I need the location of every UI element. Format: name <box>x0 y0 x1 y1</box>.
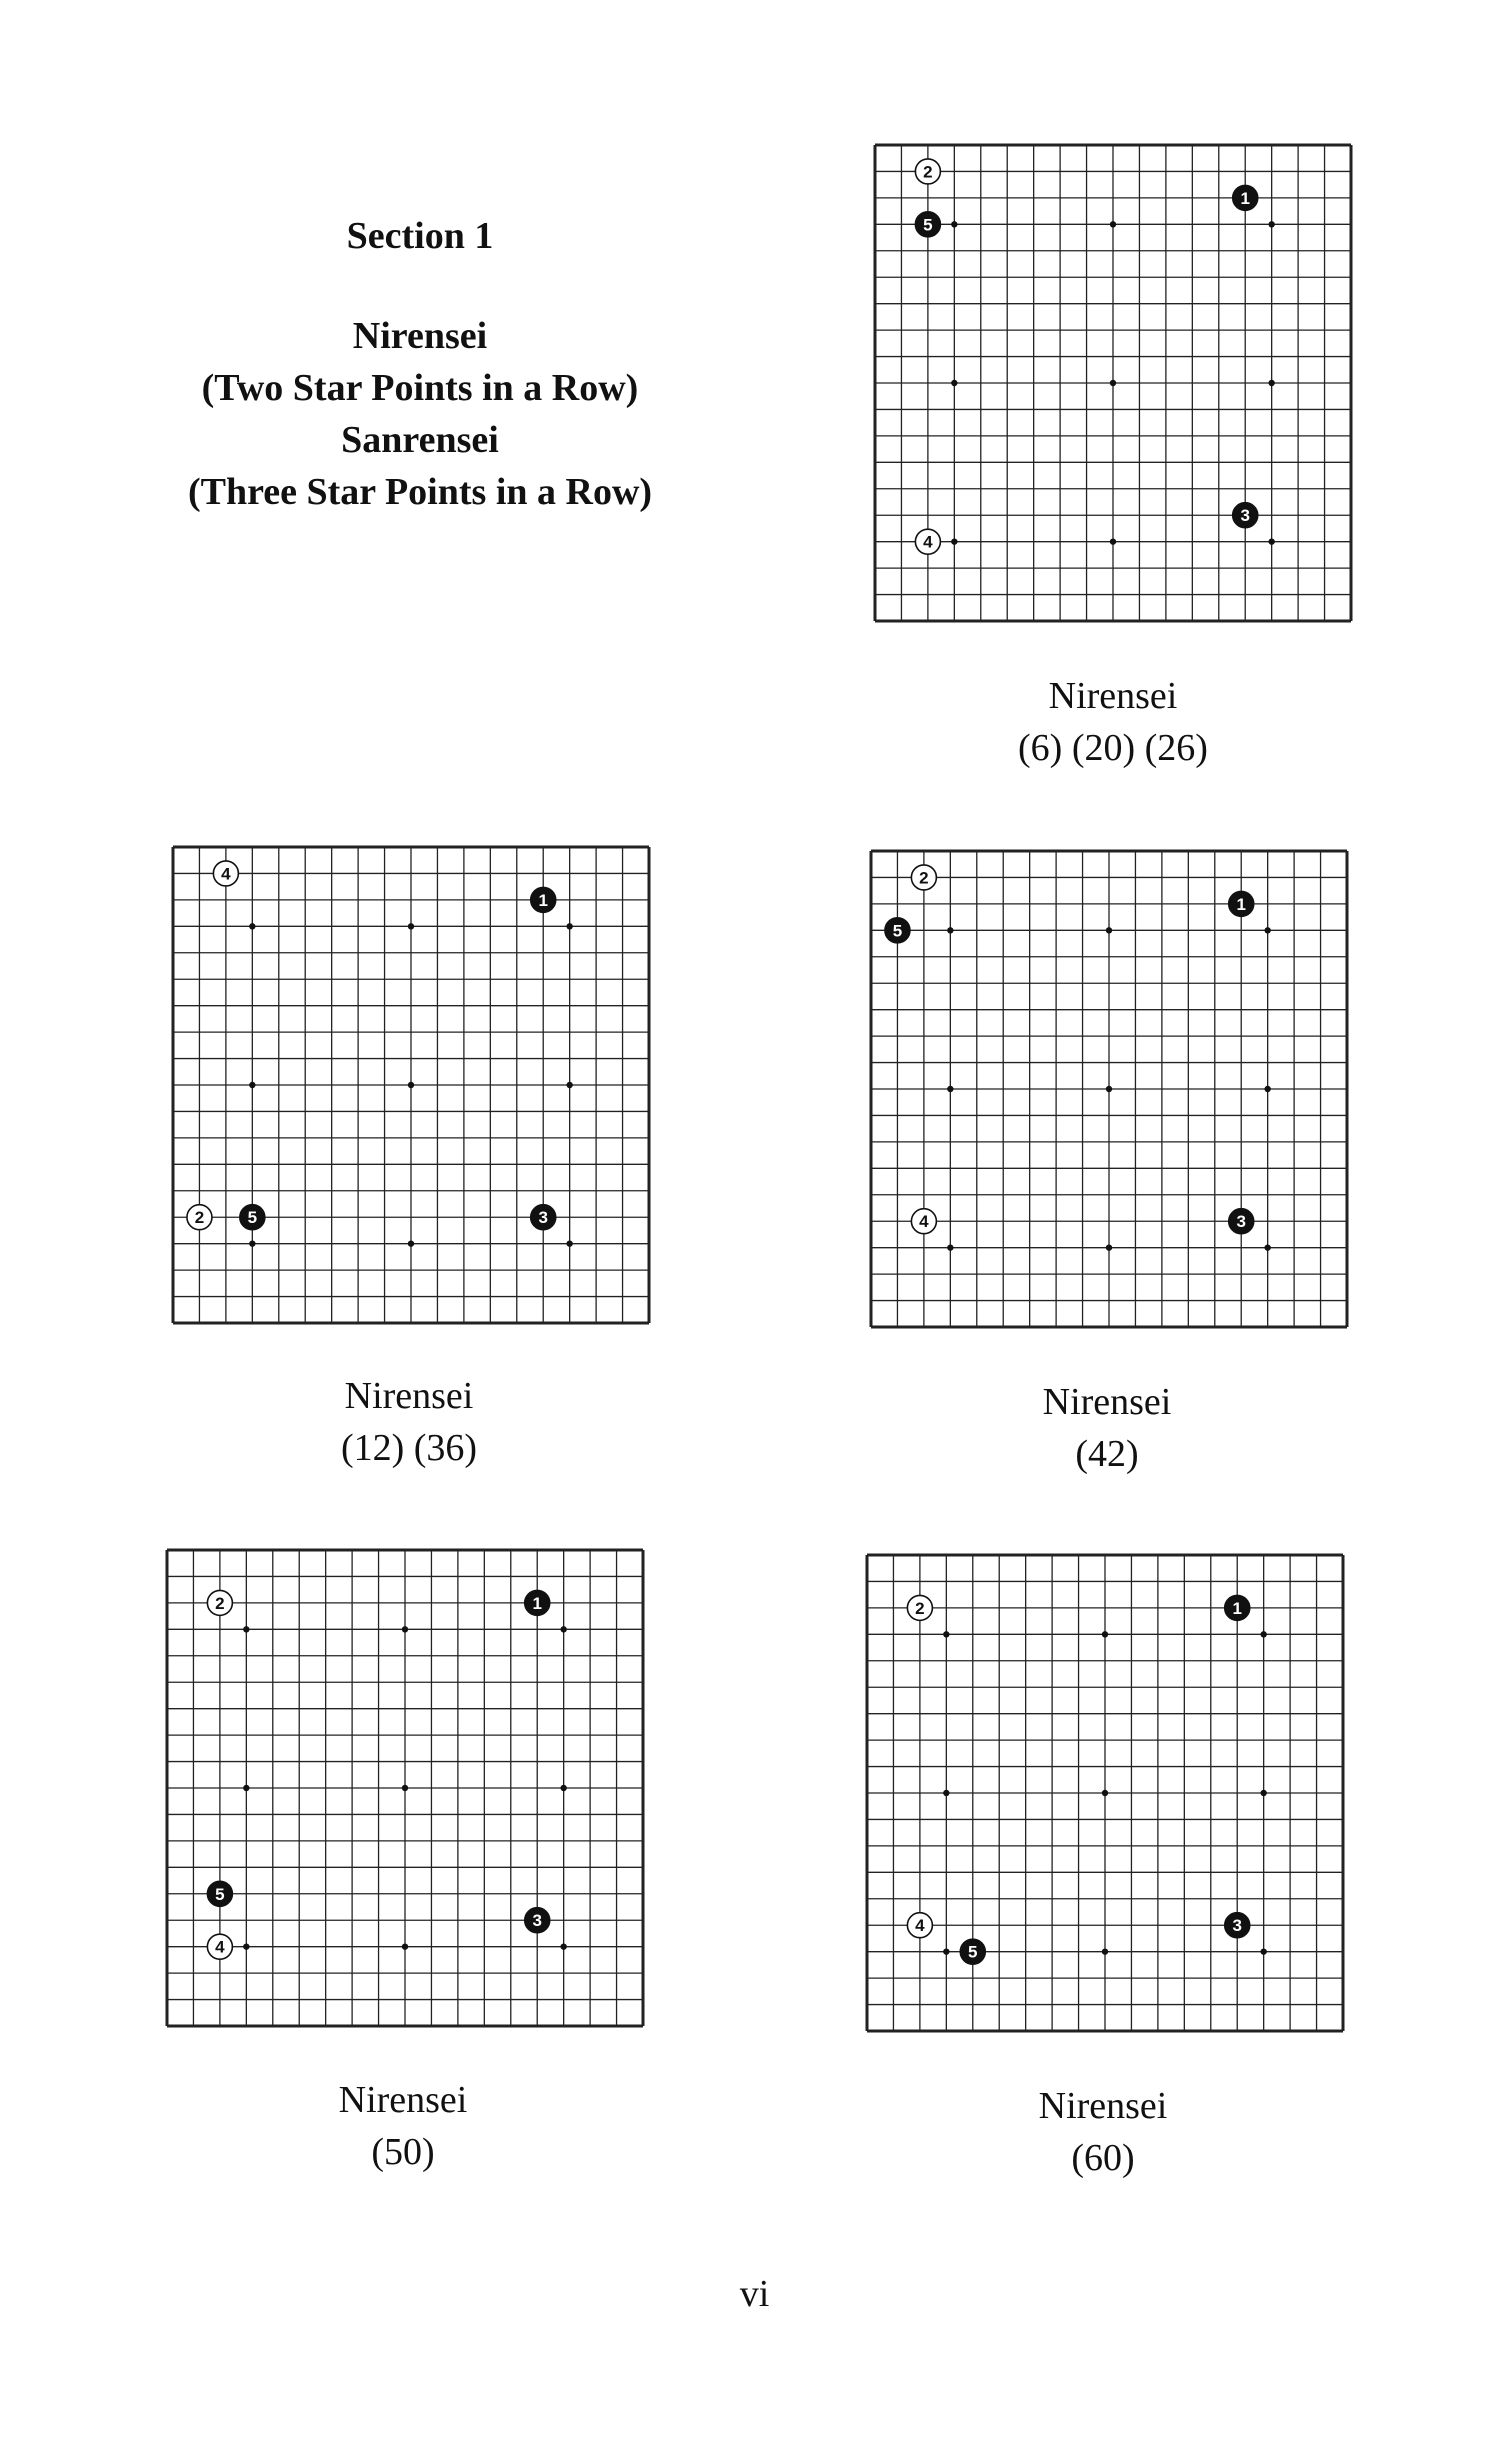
board-2-caption <box>209 1370 609 1474</box>
star-point <box>951 380 957 386</box>
board-1-refs: (6) (20) (26) <box>1018 727 1208 769</box>
white-stone-2 <box>187 1205 212 1230</box>
star-point <box>408 923 414 929</box>
star-point <box>1264 1086 1270 1092</box>
star-point <box>1106 1244 1112 1250</box>
star-point <box>1110 538 1116 544</box>
board-5-refs: (60) <box>1071 2137 1135 2179</box>
star-point <box>566 923 572 929</box>
black-stone-5 <box>960 1939 985 1964</box>
white-stone-2 <box>207 1590 232 1615</box>
white-stone-2 <box>907 1595 932 1620</box>
board-5-name: Nirensei <box>1038 2085 1168 2127</box>
stone-number: 1 <box>532 1593 542 1613</box>
black-stone-5 <box>885 918 910 943</box>
white-stone-4 <box>207 1934 232 1959</box>
star-point <box>249 1082 255 1088</box>
stone-number: 2 <box>919 868 929 888</box>
stone-number: 2 <box>194 1208 205 1228</box>
section-number: Section 1 <box>346 215 494 257</box>
star-point <box>1260 1948 1266 1954</box>
star-point <box>1102 1790 1108 1796</box>
black-stone-5 <box>915 212 940 237</box>
board-4-name: Nirensei <box>338 2079 468 2121</box>
star-point <box>1260 1790 1266 1796</box>
board-3-refs: (42) <box>1075 1433 1139 1475</box>
black-stone-1 <box>1233 185 1258 210</box>
go-board-diagram-5 <box>862 1550 1348 2036</box>
white-stone-4 <box>907 1913 932 1938</box>
stone-number: 4 <box>919 1212 929 1232</box>
star-point <box>1268 380 1274 386</box>
stone-number: 5 <box>923 215 933 235</box>
star-point <box>402 1943 408 1949</box>
board-2-refs: (12) (36) <box>340 1427 478 1469</box>
star-point <box>1106 1086 1112 1092</box>
star-point <box>1264 1244 1270 1250</box>
black-stone-3 <box>531 1205 556 1230</box>
star-point <box>566 1082 572 1088</box>
star-point <box>1264 927 1270 933</box>
star-point <box>566 1240 572 1246</box>
page-number: vi <box>739 2273 770 2315</box>
black-stone-1 <box>1225 1595 1250 1620</box>
stone-number: 5 <box>968 1942 978 1962</box>
black-stone-5 <box>207 1881 232 1906</box>
star-point <box>943 1948 949 1954</box>
star-point <box>947 927 953 933</box>
stone-number: 3 <box>532 1911 542 1931</box>
white-stone-2 <box>911 865 936 890</box>
star-point <box>243 1943 249 1949</box>
star-point <box>1110 221 1116 227</box>
stone-number: 5 <box>247 1208 258 1228</box>
board-5-caption <box>903 2080 1303 2184</box>
star-point <box>943 1790 949 1796</box>
stone-number: 3 <box>538 1208 548 1228</box>
black-stone-3 <box>1233 503 1258 528</box>
star-point <box>1106 927 1112 933</box>
star-point <box>1110 380 1116 386</box>
star-point <box>1102 1631 1108 1637</box>
board-3-caption <box>907 1376 1307 1480</box>
white-stone-4 <box>915 529 940 554</box>
star-point <box>408 1082 414 1088</box>
board-1-caption <box>913 670 1313 774</box>
stone-number: 1 <box>1232 1598 1242 1618</box>
go-board-diagram-1 <box>870 140 1356 626</box>
black-stone-1 <box>531 887 556 912</box>
stone-number: 3 <box>1232 1916 1242 1936</box>
board-4-refs: (50) <box>371 2131 435 2173</box>
star-point <box>1260 1631 1266 1637</box>
stone-number: 2 <box>915 1598 925 1618</box>
black-stone-3 <box>1229 1209 1254 1234</box>
star-point <box>402 1626 408 1632</box>
board-3-name: Nirensei <box>1042 1381 1172 1423</box>
star-point <box>951 221 957 227</box>
star-point <box>402 1785 408 1791</box>
star-point <box>408 1240 414 1246</box>
stone-number: 4 <box>221 864 231 884</box>
section-name-nirensei: Nirensei <box>352 315 488 357</box>
black-stone-3 <box>1225 1913 1250 1938</box>
white-stone-2 <box>915 159 940 184</box>
board-1-name: Nirensei <box>1048 675 1178 717</box>
star-point <box>1102 1948 1108 1954</box>
section-name-sanrensei: Sanrensei <box>341 419 499 461</box>
star-point <box>560 1943 566 1949</box>
stone-number: 1 <box>1240 188 1250 208</box>
black-stone-3 <box>525 1908 550 1933</box>
go-board-diagram-3 <box>866 846 1352 1332</box>
stone-number: 4 <box>915 1916 925 1936</box>
star-point <box>1268 538 1274 544</box>
board-4-caption <box>203 2074 603 2178</box>
stone-number: 4 <box>215 1937 225 1957</box>
star-point <box>560 1785 566 1791</box>
star-point <box>560 1626 566 1632</box>
stone-number: 3 <box>1240 506 1250 526</box>
star-point <box>1268 221 1274 227</box>
section-desc-sanrensei: (Three Star Points in a Row) <box>187 471 653 513</box>
stone-number: 1 <box>538 890 548 910</box>
star-point <box>249 1240 255 1246</box>
black-stone-1 <box>1229 891 1254 916</box>
star-point <box>243 1626 249 1632</box>
stone-number: 5 <box>215 1884 225 1904</box>
go-board-diagram-4 <box>162 1545 648 2031</box>
board-2-name: Nirensei <box>344 1375 474 1417</box>
stone-number: 2 <box>923 162 933 182</box>
star-point <box>249 923 255 929</box>
stone-number: 4 <box>923 532 933 552</box>
stone-number: 2 <box>215 1593 225 1613</box>
black-stone-1 <box>525 1590 550 1615</box>
star-point <box>947 1086 953 1092</box>
section-desc-nirensei: (Two Star Points in a Row) <box>201 367 639 409</box>
star-point <box>947 1244 953 1250</box>
stone-number: 1 <box>1236 894 1246 914</box>
stone-number: 3 <box>1236 1212 1246 1232</box>
star-point <box>243 1785 249 1791</box>
star-point <box>943 1631 949 1637</box>
black-stone-5 <box>240 1205 265 1230</box>
star-point <box>951 538 957 544</box>
white-stone-4 <box>911 1209 936 1234</box>
go-board-diagram-2 <box>168 842 654 1328</box>
white-stone-4 <box>213 861 238 886</box>
stone-number: 5 <box>892 921 903 941</box>
